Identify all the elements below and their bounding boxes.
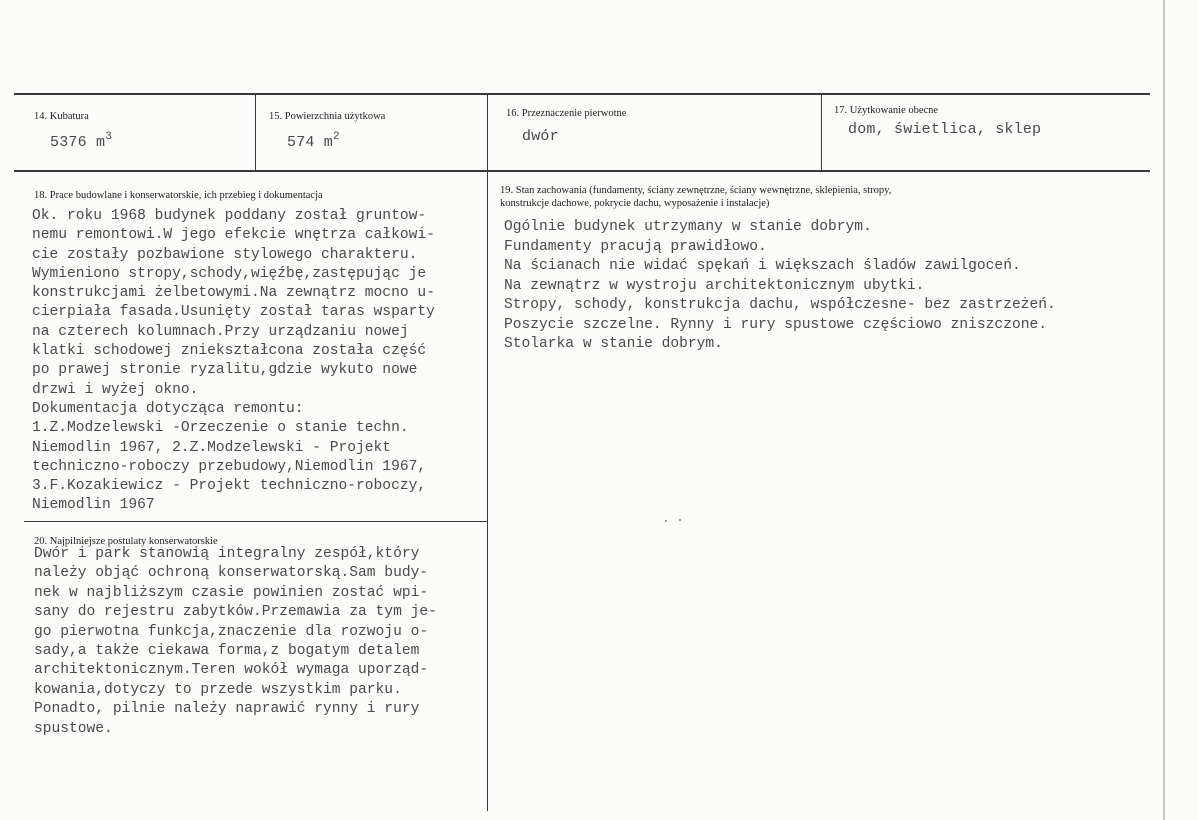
field20-line: go pierwotna funkcja,znaczenie dla rozwoju o- <box>34 623 429 640</box>
field20-line: spustowe. <box>34 720 113 737</box>
row1-bottom-rule <box>14 170 1150 172</box>
field20-line: Ponadto, pilnie należy naprawić rynny i rury <box>34 701 420 718</box>
page-edge <box>1163 0 1165 820</box>
field18-line: nemu remontowi.W jego efekcie wnętrza całkowi- <box>32 227 435 244</box>
field15-value <box>287 131 340 151</box>
field18-line: Wymieniono stropy,schody,więźbę,zastępując je <box>32 265 427 282</box>
field19-line: Poszycie szczelne. Rynny i rury spustowe częściowo zniszczone. <box>504 316 1047 333</box>
field18-line: techniczno-roboczy przebudowy,Niemodlin 1967, <box>32 458 427 475</box>
field18-line: 1.Z.Modzelewski -Orzeczenie o stanie techn. <box>32 420 409 437</box>
field18-line: drzwi i wyżej okno. <box>32 381 199 398</box>
field15-label: 15. Powierzchnia użytkowa <box>269 111 386 122</box>
field17-value: dom, świetlica, sklep <box>848 121 1042 138</box>
field18-line: Niemodlin 1967 <box>32 497 155 514</box>
field18-line: Niemodlin 1967, 2.Z.Modzelewski - Projekt <box>32 439 392 456</box>
field20-line: architektonicznym.Teren wokół wymaga uporząd- <box>34 662 429 679</box>
field19-line: Stolarka w stanie dobrym. <box>504 336 723 352</box>
field18-line: klatki schodowej zniekształcona została część <box>32 343 427 360</box>
field14-value <box>50 131 113 151</box>
field16-label: 16. Przeznaczenie pierwotne <box>506 108 627 119</box>
field18-line: konstrukcjami żelbetowymi.Na zewnątrz mocno u- <box>32 285 435 302</box>
field18-bottom-rule <box>24 521 487 522</box>
field18-line: Ok. roku 1968 budynek poddany został gruntow- <box>32 208 427 224</box>
field15-value-exponent: 2 <box>333 131 340 143</box>
field19-label-line1: 19. Stan zachowania (fundamenty, ściany zewnętrzne, ściany wewnętrzne, sklepienia, stropy, <box>500 185 892 196</box>
field18-line: po prawej stronie ryzalitu,gdzie wykuto nowe <box>32 362 418 379</box>
field14-value-exponent: 3 <box>105 131 113 143</box>
col-divider-1 <box>255 94 256 171</box>
field18-line: na czterech kolumnach.Przy urządzaniu nowej <box>32 323 409 340</box>
field18-text <box>32 207 435 516</box>
field20-label: 20. Najpilniejsze postulaty konserwatorskie <box>34 536 218 547</box>
field18-line: 3.F.Kozakiewicz - Projekt techniczno-roboczy, <box>32 478 427 495</box>
field14-label: 14. Kubatura <box>34 111 89 122</box>
field20-text <box>34 545 437 739</box>
field20-line: sany do rejestru zabytków.Przemawia za tym je- <box>34 604 437 621</box>
field19-line: Fundamenty pracują prawidłowo. <box>504 238 767 255</box>
field18-label: 18. Prace budowlane i konserwatorskie, ich przebieg i dokumentacja <box>34 190 323 201</box>
field20-line: należy objąć ochroną konserwatorską.Sam budy- <box>34 565 429 582</box>
field20-line: nek w najbliższym czasie powinien zostać wpi- <box>34 584 429 601</box>
field20-line: Dwór i park stanowią integralny zespół,który <box>34 546 420 562</box>
field15-value-text: 574 m <box>287 134 334 151</box>
col-divider-3 <box>821 94 822 171</box>
field19-line: Na zewnątrz w wystroju architektonicznym ubytki. <box>504 277 925 294</box>
field19-text <box>504 218 1056 355</box>
field18-line: cierpiała fasada.Usunięty został taras wsparty <box>32 304 435 321</box>
field17-label: 17. Użytkowanie obecne <box>834 105 939 116</box>
field16-value: dwór <box>522 128 559 145</box>
field19-line: Na ścianach nie widać spękań i większach śladów zawilgoceń. <box>504 258 1021 274</box>
field19-line: Stropy, schody, konstrukcja dachu, współczesne- bez zastrzeżeń. <box>504 297 1056 313</box>
paper-speck <box>679 519 681 521</box>
paper-speck <box>665 520 667 522</box>
top-rule <box>14 93 1150 95</box>
col-divider-2 <box>487 94 488 811</box>
field20-line: sady,a także ciekawa forma,z bogatym detalem <box>34 643 420 660</box>
field19-label-line2: konstrukcje dachowe, pokrycie dachu, wyposażenie i instalacje) <box>500 198 770 209</box>
field20-line: kowania,dotyczy to przede wszystkim parku. <box>34 681 402 698</box>
field18-line: Dokumentacja dotycząca remontu: <box>32 400 304 417</box>
field18-line: cie zostały pozbawione stylowego charakteru. <box>32 246 418 263</box>
field14-value-text: 5376 m <box>50 134 106 151</box>
field19-line: Ogólnie budynek utrzymany w stanie dobrym. <box>504 219 872 235</box>
